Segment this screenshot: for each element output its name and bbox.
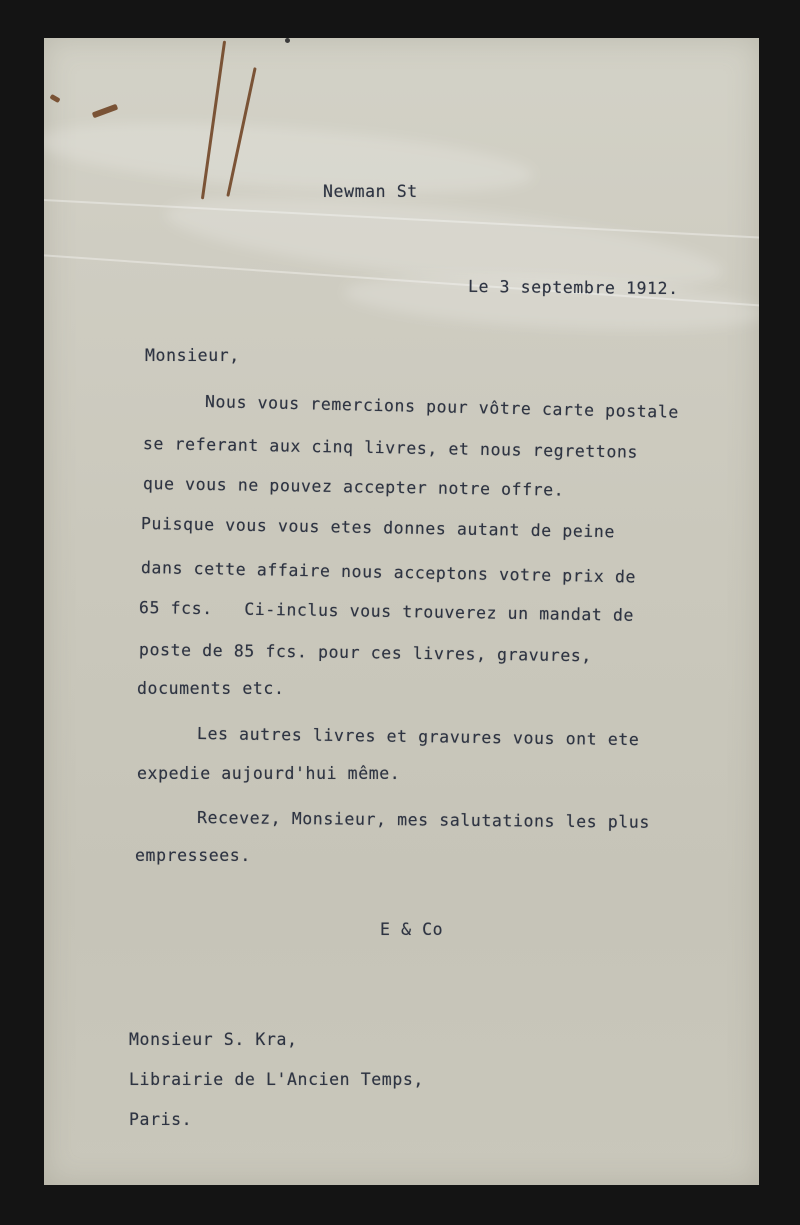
recipient-line: Paris.	[129, 1110, 193, 1129]
body-line: empressees.	[135, 846, 251, 865]
body-line: Nous vous remercions pour vôtre carte postale	[204, 392, 680, 422]
body-line: poste de 85 fcs. pour ces livres, gravures,	[138, 640, 593, 666]
address-header: Newman St	[323, 182, 418, 201]
body-line: 65 fcs. Ci-inclus vous trouverez un mandat de	[138, 598, 635, 625]
letter-date: Le 3 septembre 1912.	[467, 276, 679, 299]
salutation: Monsieur,	[145, 346, 240, 365]
body-line: que vous ne pouvez accepter notre offre.	[142, 474, 565, 500]
body-line: Les autres livres et gravures vous ont ete	[196, 724, 640, 750]
pin-hole	[285, 38, 290, 43]
signature: E & Co	[380, 920, 444, 939]
recipient-line: Monsieur S. Kra,	[129, 1030, 298, 1049]
body-line: Puisque vous vous etes donnes autant de peine	[140, 514, 616, 542]
letter-sheet	[44, 38, 759, 1185]
body-line: Recevez, Monsieur, mes salutations les plus	[196, 808, 651, 832]
body-line: documents etc.	[137, 679, 285, 698]
body-line: se referant aux cinq livres, et nous regrettons	[142, 434, 639, 462]
recipient-line: Librairie de L'Ancien Temps,	[129, 1070, 424, 1089]
rust-stain	[49, 94, 60, 103]
paper-crease	[44, 111, 535, 206]
body-line: expedie aujourd'hui même.	[137, 764, 401, 783]
body-line: dans cette affaire nous acceptons votre prix de	[140, 558, 637, 587]
rust-stain	[92, 104, 118, 119]
